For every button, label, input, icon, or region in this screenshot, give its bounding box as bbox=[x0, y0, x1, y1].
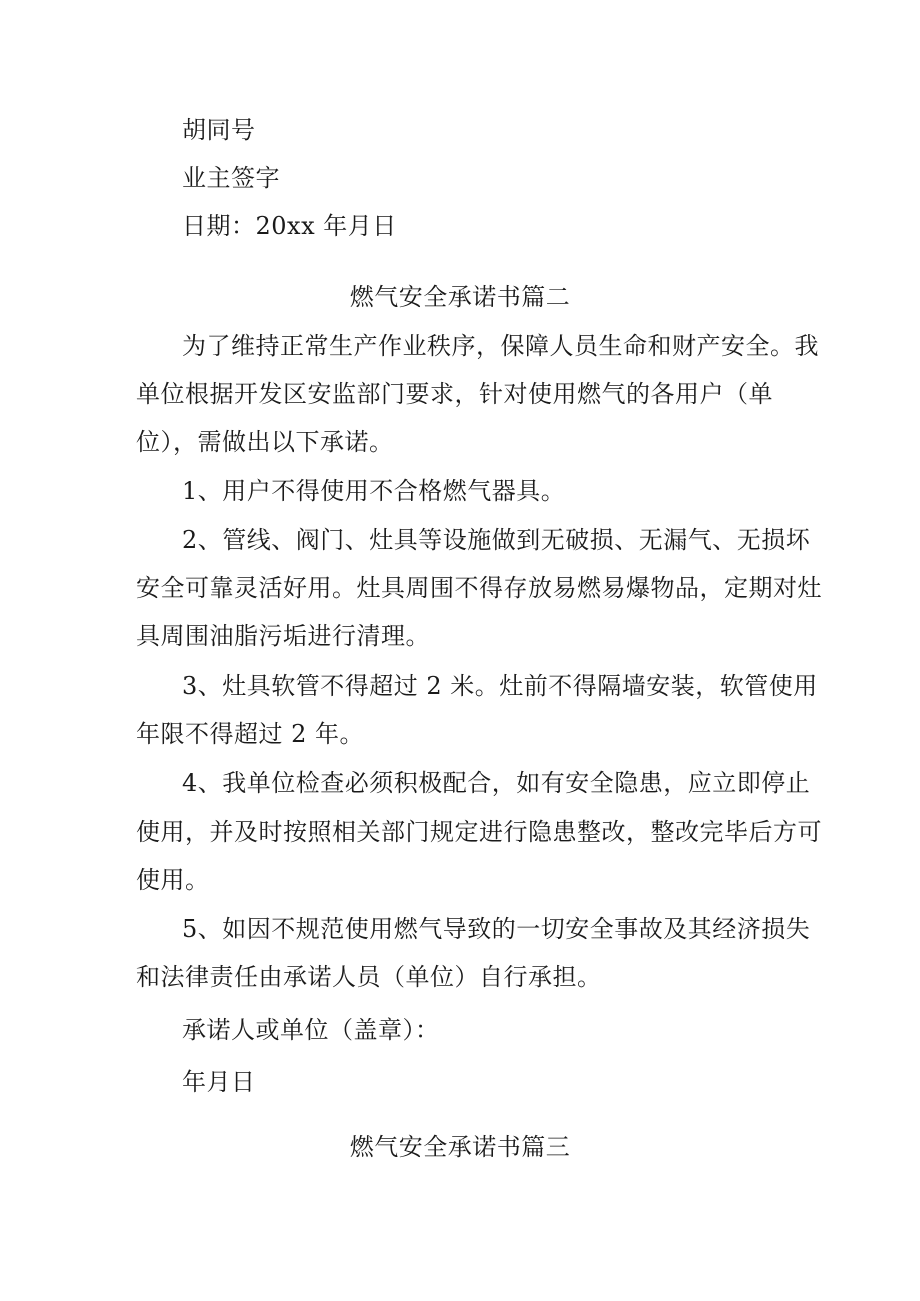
item-3-line-1: 3、灶具软管不得超过 2 米。灶前不得隔墙安装，软管使用 bbox=[182, 672, 818, 700]
item-3-line-2: 年限不得超过 2 年。 bbox=[136, 720, 365, 748]
intro-line-1: 为了维持正常生产作业秩序，保障人员生命和财产安全。我 bbox=[182, 332, 819, 360]
signature-date-line: 年月日 bbox=[182, 1068, 256, 1096]
section-title-2: 燃气安全承诺书篇二 bbox=[349, 283, 571, 311]
section-title-3: 燃气安全承诺书篇三 bbox=[349, 1133, 571, 1161]
owner-signature-line: 业主签字 bbox=[182, 164, 280, 192]
item-4-line-2: 使用，并及时按照相关部门规定进行隐患整改，整改完毕后方可 bbox=[136, 818, 822, 846]
date-line: 日期：20xx 年月日 bbox=[182, 212, 397, 240]
intro-line-3: 位），需做出以下承诺。 bbox=[136, 428, 394, 456]
item-2-line-2: 安全可靠灵活好用。灶具周围不得存放易燃易爆物品，定期对灶 bbox=[136, 574, 822, 602]
item-5-line-1: 5、如因不规范使用燃气导致的一切安全事故及其经济损失 bbox=[182, 915, 811, 943]
item-4-line-3: 使用。 bbox=[136, 866, 210, 894]
item-2-line-1: 2、管线、阀门、灶具等设施做到无破损、无漏气、无损坏 bbox=[182, 526, 811, 554]
intro-line-2: 单位根据开发区安监部门要求，针对使用燃气的各用户（单 bbox=[136, 380, 773, 408]
item-4-line-1: 4、我单位检查必须积极配合，如有安全隐患，应立即停止 bbox=[182, 769, 811, 797]
address-line: 胡同号 bbox=[182, 116, 256, 144]
signature-line: 承诺人或单位（盖章）： bbox=[182, 1016, 440, 1044]
item-1-line-1: 1、用户不得使用不合格燃气器具。 bbox=[182, 477, 566, 505]
item-2-line-3: 具周围油脂污垢进行清理。 bbox=[136, 622, 430, 650]
item-5-line-2: 和法律责任由承诺人员（单位）自行承担。 bbox=[136, 963, 602, 991]
